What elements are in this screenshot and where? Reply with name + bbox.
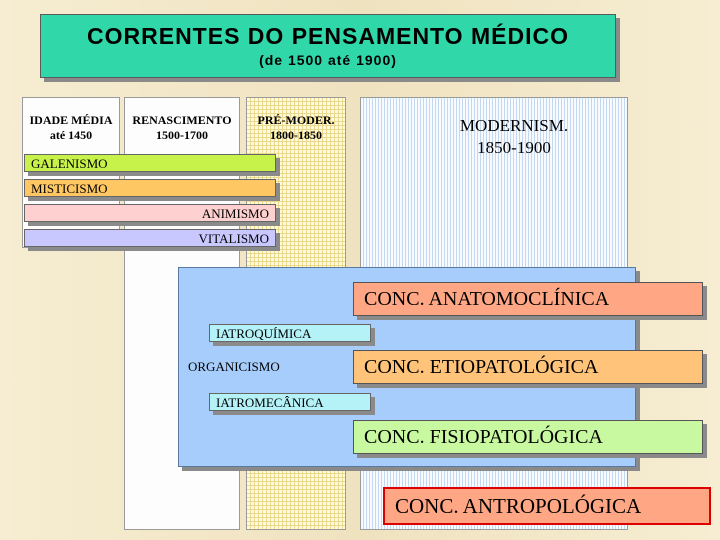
conception-antropologica: CONC. ANTROPOLÓGICA — [383, 487, 711, 525]
conception-anatomoclinica: CONC. ANATOMOCLÍNICA — [353, 282, 703, 316]
current-bar-iatromecanica: IATROMECÂNICA — [209, 393, 371, 411]
period-name: PRÉ-MODER. — [257, 113, 335, 127]
period-column-idade-media — [22, 97, 120, 248]
current-bar-animismo: ANIMISMO — [24, 204, 276, 222]
conception-fisiopatologica: CONC. FISIOPATOLÓGICA — [353, 420, 703, 454]
period-name: MODERNISM. — [459, 116, 569, 135]
period-dates: 1800-1850 — [270, 128, 322, 142]
organicismo-label: ORGANICISMO — [188, 359, 280, 374]
page-subtitle: (de 1500 até 1900) — [259, 52, 397, 68]
period-dates: 1850-1900 — [477, 138, 551, 157]
period-dates: até 1450 — [49, 128, 93, 142]
period-dates: 1500-1700 — [156, 128, 208, 142]
current-bar-misticismo: MISTICISMO — [24, 179, 276, 197]
title-box — [40, 14, 616, 78]
period-name: RENASCIMENTO — [132, 113, 232, 127]
conception-etiopatologica: CONC. ETIOPATOLÓGICA — [353, 350, 703, 384]
page-title: CORRENTES DO PENSAMENTO MÉDICO — [87, 23, 569, 49]
current-bar-vitalismo: VITALISMO — [24, 229, 276, 247]
period-name: IDADE MÉDIA — [29, 113, 113, 127]
current-bar-galenismo: GALENISMO — [24, 154, 276, 172]
current-bar-iatroquimica: IATROQUÍMICA — [209, 324, 371, 342]
